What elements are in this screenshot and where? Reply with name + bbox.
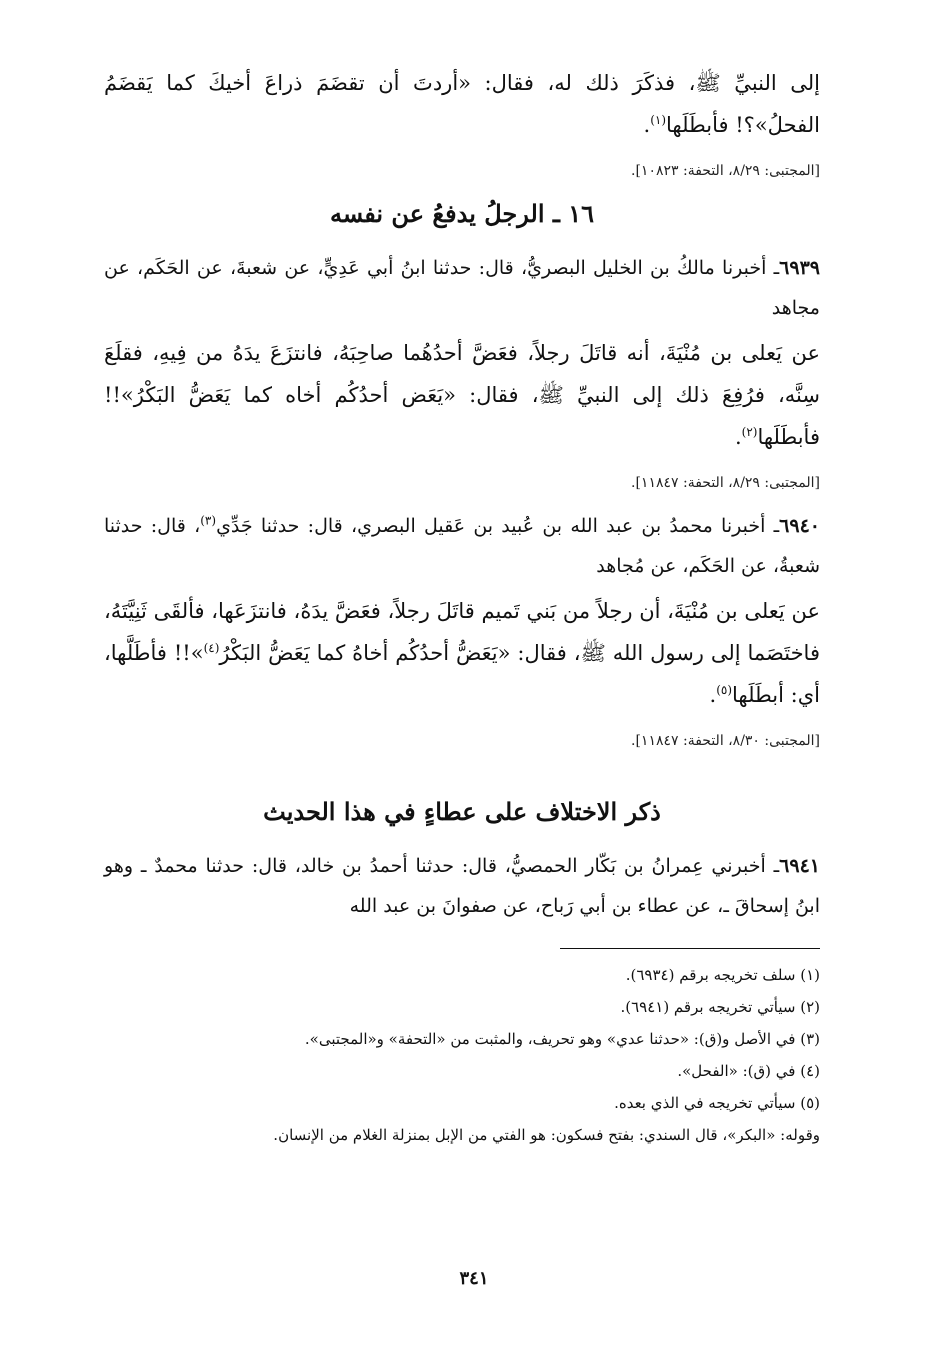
hadith-6939 [104, 248, 820, 458]
isnad-text-cont: ، قال: حدثنا شعبةُ، عن الحَكَم، عن مُجاهد [104, 515, 820, 577]
source-reference-2: [المجتبى: ٨/٢٩، التحفة: ١١٨٤٧]. [631, 475, 820, 491]
hadith-number: ٦٩٤٠ [779, 515, 820, 537]
hadith-number: ٦٩٣٩ [779, 257, 820, 279]
matn-text: عن يَعلى بن مُنْيَةَ، أنه قاتَلَ رجلاً، فعَضَّ أحدُهُما صاحِبَهُ، فانتزَعَ يدَهُ من فِيهِ، فقلَعَ سِنَّه، فرُفِعَ ذلك إلى النبيِّ ﷺ، فقال: «يَعَض أحدُكُم أخاه كما يَعَضُّ البَكْرُ»!! فأبطَلَها [104, 341, 820, 449]
hadith-6941-chain [104, 846, 820, 926]
hadith-6941 [104, 846, 820, 926]
footnote-ref-2[interactable]: (٢) [741, 425, 758, 439]
footnote-ref-4[interactable]: (٤) [203, 641, 220, 655]
matn-end: . [709, 683, 717, 707]
source-reference-1: [المجتبى: ٨/٢٩، التحفة: ١٠٨٢٣]. [631, 163, 820, 179]
intro-paragraph [104, 62, 820, 146]
footnote-ref-5[interactable]: (٥) [716, 683, 733, 697]
section-heading-ikhtilaf: ذكر الاختلاف على عطاءٍ في هذا الحديث [263, 797, 661, 826]
hadith-6940 [104, 506, 820, 716]
footnote-5-note: وقوله: «البكر»، قال السندي: بفتح فسكون: هو الفتي من الإبل بمنزلة الغلام من الإنسان. [273, 1126, 820, 1144]
footnote-divider [560, 948, 820, 949]
footnote-5: (٥) سيأتي تخريجه في الذي بعده. [614, 1094, 820, 1112]
hadith-6939-chain [104, 248, 820, 328]
page-number: ٣٤١ [459, 1268, 489, 1289]
intro-text: إلى النبيِّ ﷺ، فذكَرَ ذلك له، فقال: «أردتَ أن تقضَمَ ذراعَ أخيكَ كما يَقضَمُ الفحلُ»؟! فأبطَلَها [104, 71, 820, 137]
section-heading-16: ١٦ ـ الرجلُ يدفعُ عن نفسه [329, 199, 595, 228]
hadith-6940-chain [104, 506, 820, 586]
isnad-text: ـ أخبرنا مالكُ بن الخليل البصريُّ، قال: حدثنا ابنُ أبي عَدِيٍّ، عن شعبةَ، عن الحَكَم، عن مجاهد [104, 257, 820, 319]
matn-text: عن يَعلى بن مُنْيَةَ، أن رجلاً من بَني تَميم قاتَلَ رجلاً، فعَضَّ يدَهُ، فانتزَعَها، فألقَى ثَنِيَّتَهُ، فاختَصَما إلى رسول الله ﷺ، فقال: «يَعَضُّ أحدُكُم أخاهُ كما يَعَضُّ البَكْرُ [104, 599, 820, 665]
isnad-text: ـ أخبرنا محمدُ بن عبد الله بن عُبيد بن عَقيل البصري، قال: حدثنا جَدِّي [216, 515, 780, 537]
hadith-6939-matn [104, 332, 820, 458]
intro-end: . [643, 113, 651, 137]
footnote-ref-1[interactable]: (١) [650, 113, 667, 127]
footnote-2: (٢) سيأتي تخريجه برقم (٦٩٤١). [620, 998, 820, 1016]
isnad-text: ـ أخبرني عِمرانُ بن بَكّار الحمصيُّ، قال: حدثنا أحمدُ بن خالد، قال: حدثنا محمدٌ ـ وهو ابنُ إسحاقَ ـ، عن عطاء بن أبي رَباح، عن صفوانَ بن عبد الله [104, 855, 820, 917]
matn-end: . [734, 425, 742, 449]
footnote-ref-3[interactable]: (٣) [200, 513, 217, 528]
footnote-3: (٣) في الأصل و(ق): «حدثنا عدي» وهو تحريف، والمثبت من «التحفة» و«المجتبى». [304, 1030, 820, 1048]
hadith-number: ٦٩٤١ [779, 855, 820, 877]
page-body [104, 62, 820, 1151]
source-reference-3: [المجتبى: ٨/٣٠، التحفة: ١١٨٤٧]. [631, 733, 820, 749]
footnotes [104, 959, 820, 1151]
hadith-6940-matn [104, 590, 820, 716]
matn-text-cont: »!! فأطَلَّها، أي: أبطَلَها [104, 641, 820, 707]
footnote-1: (١) سلف تخريجه برقم (٦٩٣٤). [625, 966, 820, 984]
footnote-4: (٤) في (ق): «الفحل». [677, 1062, 820, 1080]
